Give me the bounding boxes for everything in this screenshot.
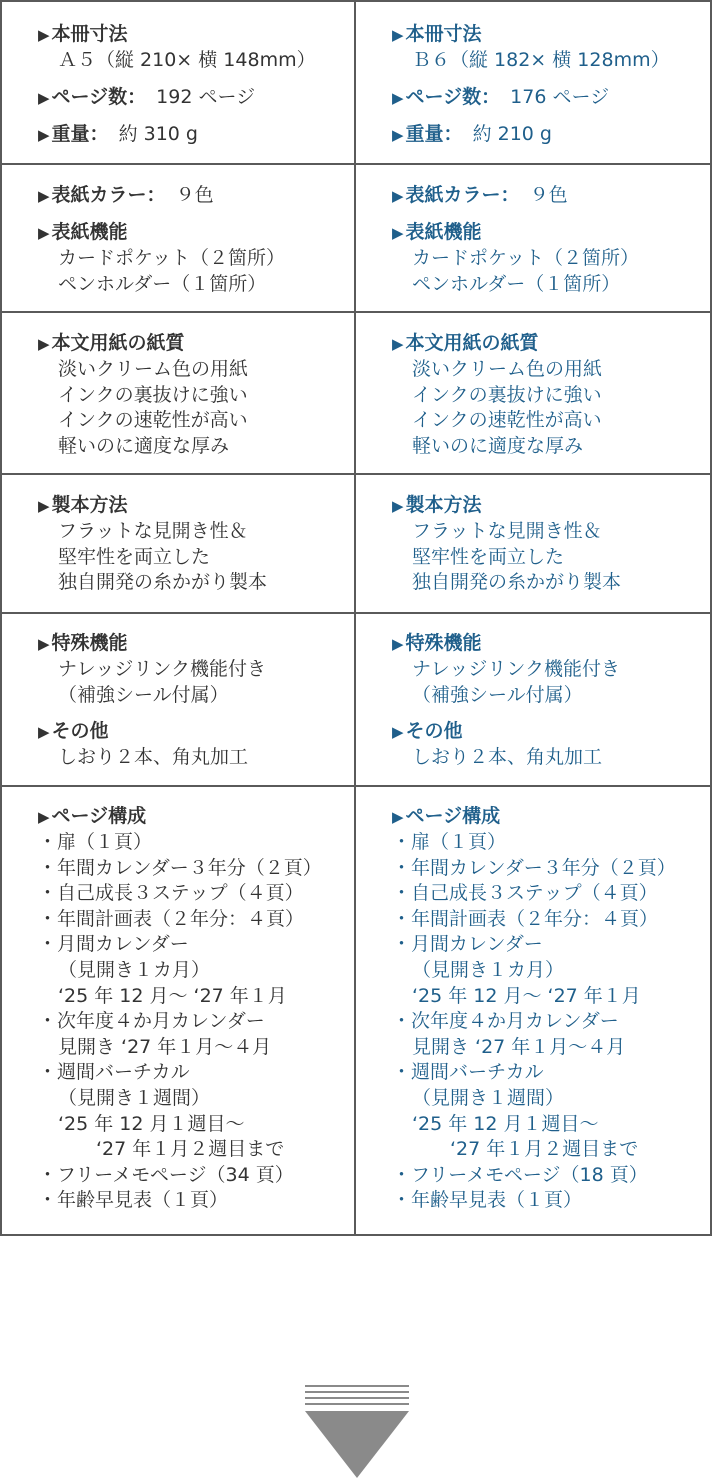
spec-heading	[392, 493, 706, 519]
spec-line: （補強シール付属）	[412, 683, 583, 706]
cell-content	[38, 804, 350, 1214]
marker-icon: ▶	[38, 335, 50, 353]
spec-line: ・年間計画表（２年分：４頁）	[392, 907, 659, 930]
heading-label: 製本方法	[51, 494, 128, 516]
spec-line: ナレッジリンク機能付き	[412, 658, 621, 680]
cell-content	[392, 493, 706, 596]
spec-line: インクの裏抜けに強い	[412, 383, 602, 406]
heading-label: 表紙カラー：	[51, 184, 166, 206]
marker-icon: ▶	[392, 497, 404, 515]
spec-line: 独自開発の糸かがり製本	[412, 571, 622, 594]
spacer	[392, 74, 706, 85]
heading-label: 本冊寸法	[405, 23, 482, 45]
spec-heading	[392, 804, 706, 830]
right-spec-cell	[356, 614, 712, 785]
heading-label: ページ数：	[405, 85, 501, 108]
spec-row	[0, 311, 712, 473]
spec-heading	[38, 220, 350, 246]
spacer	[38, 74, 350, 85]
heading-value: 約 210 g	[472, 122, 552, 145]
spec-line: ・自己成長３ステップ（４頁）	[392, 882, 658, 905]
spec-heading	[392, 85, 706, 111]
spec-heading	[392, 331, 706, 357]
spec-line: ・年齢早見表（１頁）	[38, 1189, 229, 1212]
cell-content	[38, 22, 350, 148]
arrow-head	[305, 1411, 409, 1478]
right-spec-cell	[356, 313, 712, 473]
heading-value: ９色	[175, 184, 214, 206]
spec-heading	[392, 220, 706, 246]
spec-heading	[392, 719, 706, 745]
spec-line: フラットな見開き性＆	[412, 520, 602, 542]
marker-icon: ▶	[392, 335, 404, 353]
size-value: Ａ５（縦 210× 横 148mm）	[58, 49, 316, 71]
spec-line: 軽いのに適度な厚み	[58, 434, 230, 457]
left-spec-cell	[0, 475, 356, 612]
down-arrow-icon	[305, 1385, 409, 1479]
spec-heading	[392, 122, 706, 148]
spec-row	[0, 2, 712, 163]
heading-value: 176 ページ	[510, 85, 610, 108]
spec-line: カードポケット（２箇所）	[412, 247, 640, 269]
spec-line: ‘25 年 12 月１週目〜	[412, 1112, 599, 1135]
marker-icon: ▶	[38, 88, 50, 107]
spec-heading	[38, 804, 350, 830]
heading-label: 重量：	[51, 122, 109, 145]
spec-line: ・扉（１頁）	[392, 831, 507, 853]
heading-label: 本文用紙の紙質	[51, 332, 185, 354]
spec-line: インクの速乾性が高い	[58, 409, 248, 432]
spec-row	[0, 473, 712, 612]
spec-line: 堅牢性を両立した	[58, 545, 211, 568]
heading-label: ページ構成	[51, 805, 147, 827]
cell-content	[392, 183, 706, 297]
right-spec-cell	[356, 2, 712, 163]
cell-content	[392, 631, 706, 771]
heading-label: ページ構成	[405, 805, 501, 827]
spec-line: ・年間カレンダー３年分（２頁）	[38, 856, 322, 879]
heading-label: 表紙機能	[405, 221, 482, 243]
spec-heading	[38, 22, 350, 48]
left-spec-cell	[0, 787, 356, 1236]
spec-line: 見開き ‘27 年１月〜４月	[412, 1035, 626, 1058]
heading-label: 特殊機能	[51, 632, 128, 654]
arrow-line	[305, 1403, 409, 1405]
spec-heading	[392, 631, 706, 657]
spec-line: 独自開発の糸かがり製本	[58, 571, 268, 594]
spec-heading	[38, 331, 350, 357]
spec-heading	[38, 493, 350, 519]
left-spec-cell	[0, 165, 356, 311]
heading-label: 本文用紙の紙質	[405, 332, 539, 354]
cell-content	[392, 804, 706, 1214]
spec-heading	[38, 122, 350, 148]
spec-line: ・次年度４か月カレンダー	[38, 1010, 265, 1033]
spec-line: ・年齢早見表（１頁）	[392, 1189, 583, 1212]
marker-icon: ▶	[392, 635, 404, 653]
spacer	[392, 111, 706, 122]
spec-line: （補強シール付属）	[58, 683, 229, 706]
cell-content	[38, 183, 350, 297]
marker-icon: ▶	[38, 723, 50, 742]
spec-row	[0, 163, 712, 311]
marker-icon: ▶	[38, 26, 50, 44]
heading-label: 特殊機能	[405, 632, 482, 654]
marker-icon: ▶	[392, 723, 404, 742]
heading-value: ９色	[529, 184, 568, 206]
arrow-line	[305, 1385, 409, 1387]
marker-icon: ▶	[392, 88, 404, 107]
heading-label: 本冊寸法	[51, 23, 128, 45]
spec-heading	[38, 631, 350, 657]
marker-icon: ▶	[392, 125, 404, 144]
spec-line: ・月間カレンダー	[38, 933, 189, 956]
spec-line: ・自己成長３ステップ（４頁）	[38, 882, 304, 905]
spec-line: ‘27 年１月２週目まで	[450, 1138, 639, 1161]
right-spec-cell	[356, 165, 712, 311]
spec-line: しおり２本、角丸加工	[58, 746, 249, 769]
heading-label: 重量：	[405, 122, 463, 145]
spec-heading	[392, 183, 706, 209]
right-spec-cell	[356, 787, 712, 1236]
cell-content	[38, 631, 350, 771]
spec-line: カードポケット（２箇所）	[58, 247, 286, 269]
spec-line: 軽いのに適度な厚み	[412, 434, 584, 457]
spec-line: ・月間カレンダー	[392, 933, 543, 956]
spec-heading	[38, 85, 350, 111]
spec-row	[0, 612, 712, 785]
arrow-line	[305, 1391, 409, 1393]
heading-label: その他	[51, 720, 109, 743]
spec-line: ・フリーメモページ（18 頁）	[392, 1163, 648, 1186]
size-value: Ｂ６（縦 182× 横 128mm）	[412, 49, 670, 71]
spec-heading	[38, 183, 350, 209]
cell-content	[392, 331, 706, 459]
spec-line: ペンホルダー（１箇所）	[58, 272, 267, 295]
heading-label: 表紙機能	[51, 221, 128, 243]
spacer	[392, 708, 706, 719]
cell-content	[38, 331, 350, 459]
spec-line: ペンホルダー（１箇所）	[412, 272, 621, 295]
spacer	[38, 708, 350, 719]
marker-icon: ▶	[38, 808, 50, 826]
spec-line: （見開き１週間）	[412, 1086, 565, 1109]
spec-line: ・次年度４か月カレンダー	[392, 1010, 619, 1033]
heading-label: ページ数：	[51, 85, 147, 108]
spec-line: ・年間カレンダー３年分（２頁）	[392, 856, 676, 879]
spec-row	[0, 785, 712, 1236]
spec-line: （見開き１カ月）	[412, 958, 565, 981]
heading-label: その他	[405, 720, 463, 743]
spec-line: ナレッジリンク機能付き	[58, 658, 267, 680]
left-spec-cell	[0, 2, 356, 163]
cell-content	[38, 493, 350, 596]
spec-line: インクの裏抜けに強い	[58, 383, 248, 406]
right-spec-cell	[356, 475, 712, 612]
spec-line: しおり２本、角丸加工	[412, 746, 603, 769]
marker-icon: ▶	[38, 125, 50, 144]
marker-icon: ▶	[392, 224, 404, 242]
marker-icon: ▶	[392, 187, 404, 205]
spacer	[38, 209, 350, 220]
cell-content	[392, 22, 706, 148]
marker-icon: ▶	[392, 26, 404, 44]
heading-label: 表紙カラー：	[405, 184, 520, 206]
marker-icon: ▶	[38, 635, 50, 653]
spacer	[392, 209, 706, 220]
spec-heading	[392, 22, 706, 48]
spec-line: ・フリーメモページ（34 頁）	[38, 1163, 294, 1186]
marker-icon: ▶	[392, 808, 404, 826]
marker-icon: ▶	[38, 187, 50, 205]
spec-line: （見開き１カ月）	[58, 958, 211, 981]
spec-line: （見開き１週間）	[58, 1086, 211, 1109]
heading-value: 約 310 g	[118, 122, 198, 145]
spacer	[38, 111, 350, 122]
marker-icon: ▶	[38, 224, 50, 242]
spec-line: ・週間バーチカル	[392, 1061, 544, 1084]
arrow-line	[305, 1397, 409, 1399]
spec-line: 淡いクリーム色の用紙	[412, 358, 603, 380]
marker-icon: ▶	[38, 497, 50, 515]
spec-line: ‘27 年１月２週目まで	[96, 1138, 285, 1161]
spec-line: ・週間バーチカル	[38, 1061, 190, 1084]
spec-line: 見開き ‘27 年１月〜４月	[58, 1035, 272, 1058]
spec-line: インクの速乾性が高い	[412, 409, 602, 432]
heading-label: 製本方法	[405, 494, 482, 516]
spec-line: 堅牢性を両立した	[412, 545, 565, 568]
left-spec-cell	[0, 313, 356, 473]
spec-line: ‘25 年 12 月〜 ‘27 年１月	[412, 984, 641, 1007]
spec-line: ‘25 年 12 月１週目〜	[58, 1112, 245, 1135]
spec-line: フラットな見開き性＆	[58, 520, 248, 542]
spec-line: 淡いクリーム色の用紙	[58, 358, 249, 380]
heading-value: 192 ページ	[156, 85, 256, 108]
spec-line: ・年間計画表（２年分：４頁）	[38, 907, 305, 930]
spec-heading	[38, 719, 350, 745]
spec-line: ‘25 年 12 月〜 ‘27 年１月	[58, 984, 287, 1007]
left-spec-cell	[0, 614, 356, 785]
spec-line: ・扉（１頁）	[38, 831, 153, 853]
